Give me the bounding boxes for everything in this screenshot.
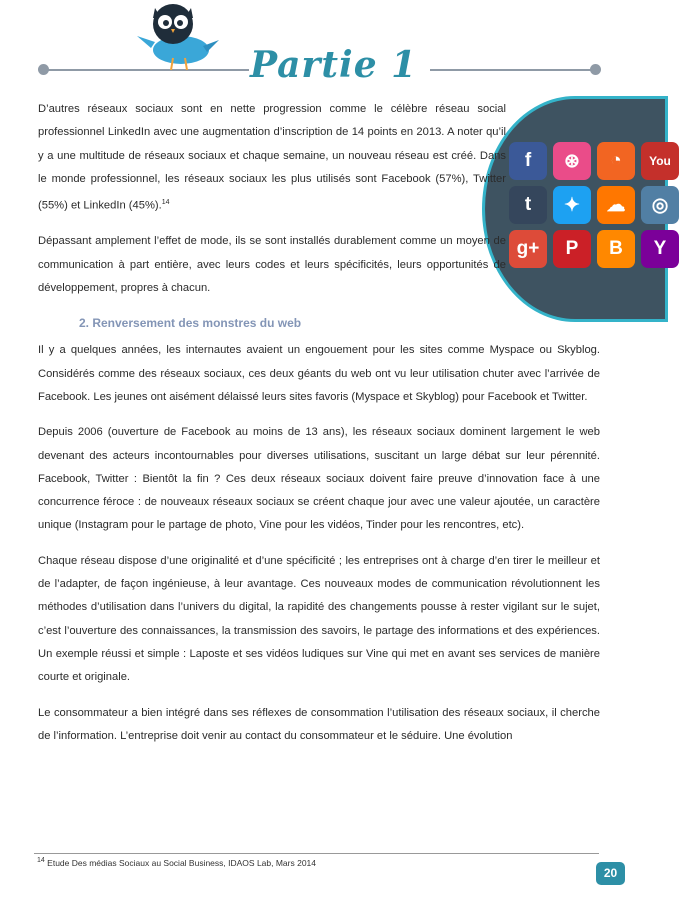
paragraph	[38, 98, 506, 218]
header-rule-right	[430, 69, 596, 71]
page-body	[38, 98, 600, 760]
googleplus-icon: g+	[509, 230, 547, 268]
section-heading: 2. Renversement des monstres du web	[79, 316, 302, 331]
footnote-ref: 14	[161, 199, 170, 207]
header-dot-right	[590, 64, 601, 75]
instagram-icon: ◎	[641, 186, 679, 224]
owl-bird-mascot	[133, 0, 221, 72]
blogger-icon: B	[597, 230, 635, 268]
paragraph: Depuis 2006 (ouverture de Facebook au moins de 13 ans), les réseaux sociaux dominent largement le web devenant des acteurs incontournables pour diverses utilisations, suscitant un large débat sur leur pérennité. Facebook, Twitter : Bientôt la fin ? Ces deux réseaux sociaux doivent faire preuve d’innovation face à une concurrence féroce : de nouveaux réseaux sociaux se créent chaque jour avec une valeur ajoutée, un caractère unique (Instagram pour le partage de photo, Vine pour les vidéos, Tinder pour les rencontres, etc).	[38, 426, 600, 532]
paragraph: Le consommateur a bien intégré dans ses réflexes de consommation l’utilisation des réseaux sociaux, il cherche de l’information. L’entreprise doit venir au contact du consommateur et le séduire. Une évolution	[38, 706, 600, 742]
dribbble-icon: ⊛	[553, 142, 591, 180]
paragraph: Dépassant amplement l’effet de mode, ils se sont installés durablement comme un moyen de communication à part entière, avec leurs codes et leurs spécificités, leurs opportunités de développement, propres à chacun.	[38, 235, 506, 294]
footnote	[37, 857, 316, 868]
paragraph: Il y a quelques années, les internautes avaient un engouement pour les sites comme Myspace ou Skyblog. Considérés comme des réseaux sociaux, ces deux géants du web ont vu leur utilisation chuter avec l’arrivée de Facebook. Les jeunes ont aisément délaissé leurs sites favoris (Myspace et Skyblog) pour Facebook et Twitter.	[38, 344, 600, 403]
page-number: 20	[596, 862, 625, 885]
paragraph-text: D’autres réseaux sociaux sont en nette progression comme le célèbre réseau social professionnel LinkedIn avec une augmentation d’inscription de 14 points en 2013. A noter qu’il y a une multitude de réseaux sociaux et chaque semaine, un nouveau réseau est créé. Dans le monde professionnel, les réseaux sociaux les plus utilisés sont Facebook (57%), Twitter (55%) et LinkedIn (45%).	[38, 103, 506, 212]
tumblr-icon: t	[509, 186, 547, 224]
page-title: Partie 1	[250, 44, 418, 86]
rss-icon: ◔	[597, 142, 635, 180]
footnote-rule	[34, 853, 599, 854]
soundcloud-icon: ☁	[597, 186, 635, 224]
pinterest-icon: P	[553, 230, 591, 268]
youtube-icon: You	[641, 142, 679, 180]
twitter-icon: ✦	[553, 186, 591, 224]
facebook-icon: f	[509, 142, 547, 180]
paragraph: Chaque réseau dispose d’une originalité et d’une spécificité ; les entreprises ont à charge d’en tirer le meilleur et de l’adapter, de façon ingénieuse, à leur avantage. Ces nouveaux modes de communication révolutionnent les méthodes d’utilisation dans l’univers du digital, la rapidité des changements pousse à rester vigilant sur le sujet, c’est l’ouverture des connaissances, la transmission des savoirs, le partage des informations et des expériences. Un exemple réussi et simple : Laposte et ses vidéos ludiques sur Vine qui met en avant ses services de manière courte et originale.	[38, 554, 600, 684]
yahoo-icon: Y	[641, 230, 679, 268]
header-dot-left	[38, 64, 49, 75]
footnote-number: 14	[37, 857, 45, 864]
footnote-text: Etude Des médias Sociaux au Social Business, IDAOS Lab, Mars 2014	[47, 857, 317, 868]
